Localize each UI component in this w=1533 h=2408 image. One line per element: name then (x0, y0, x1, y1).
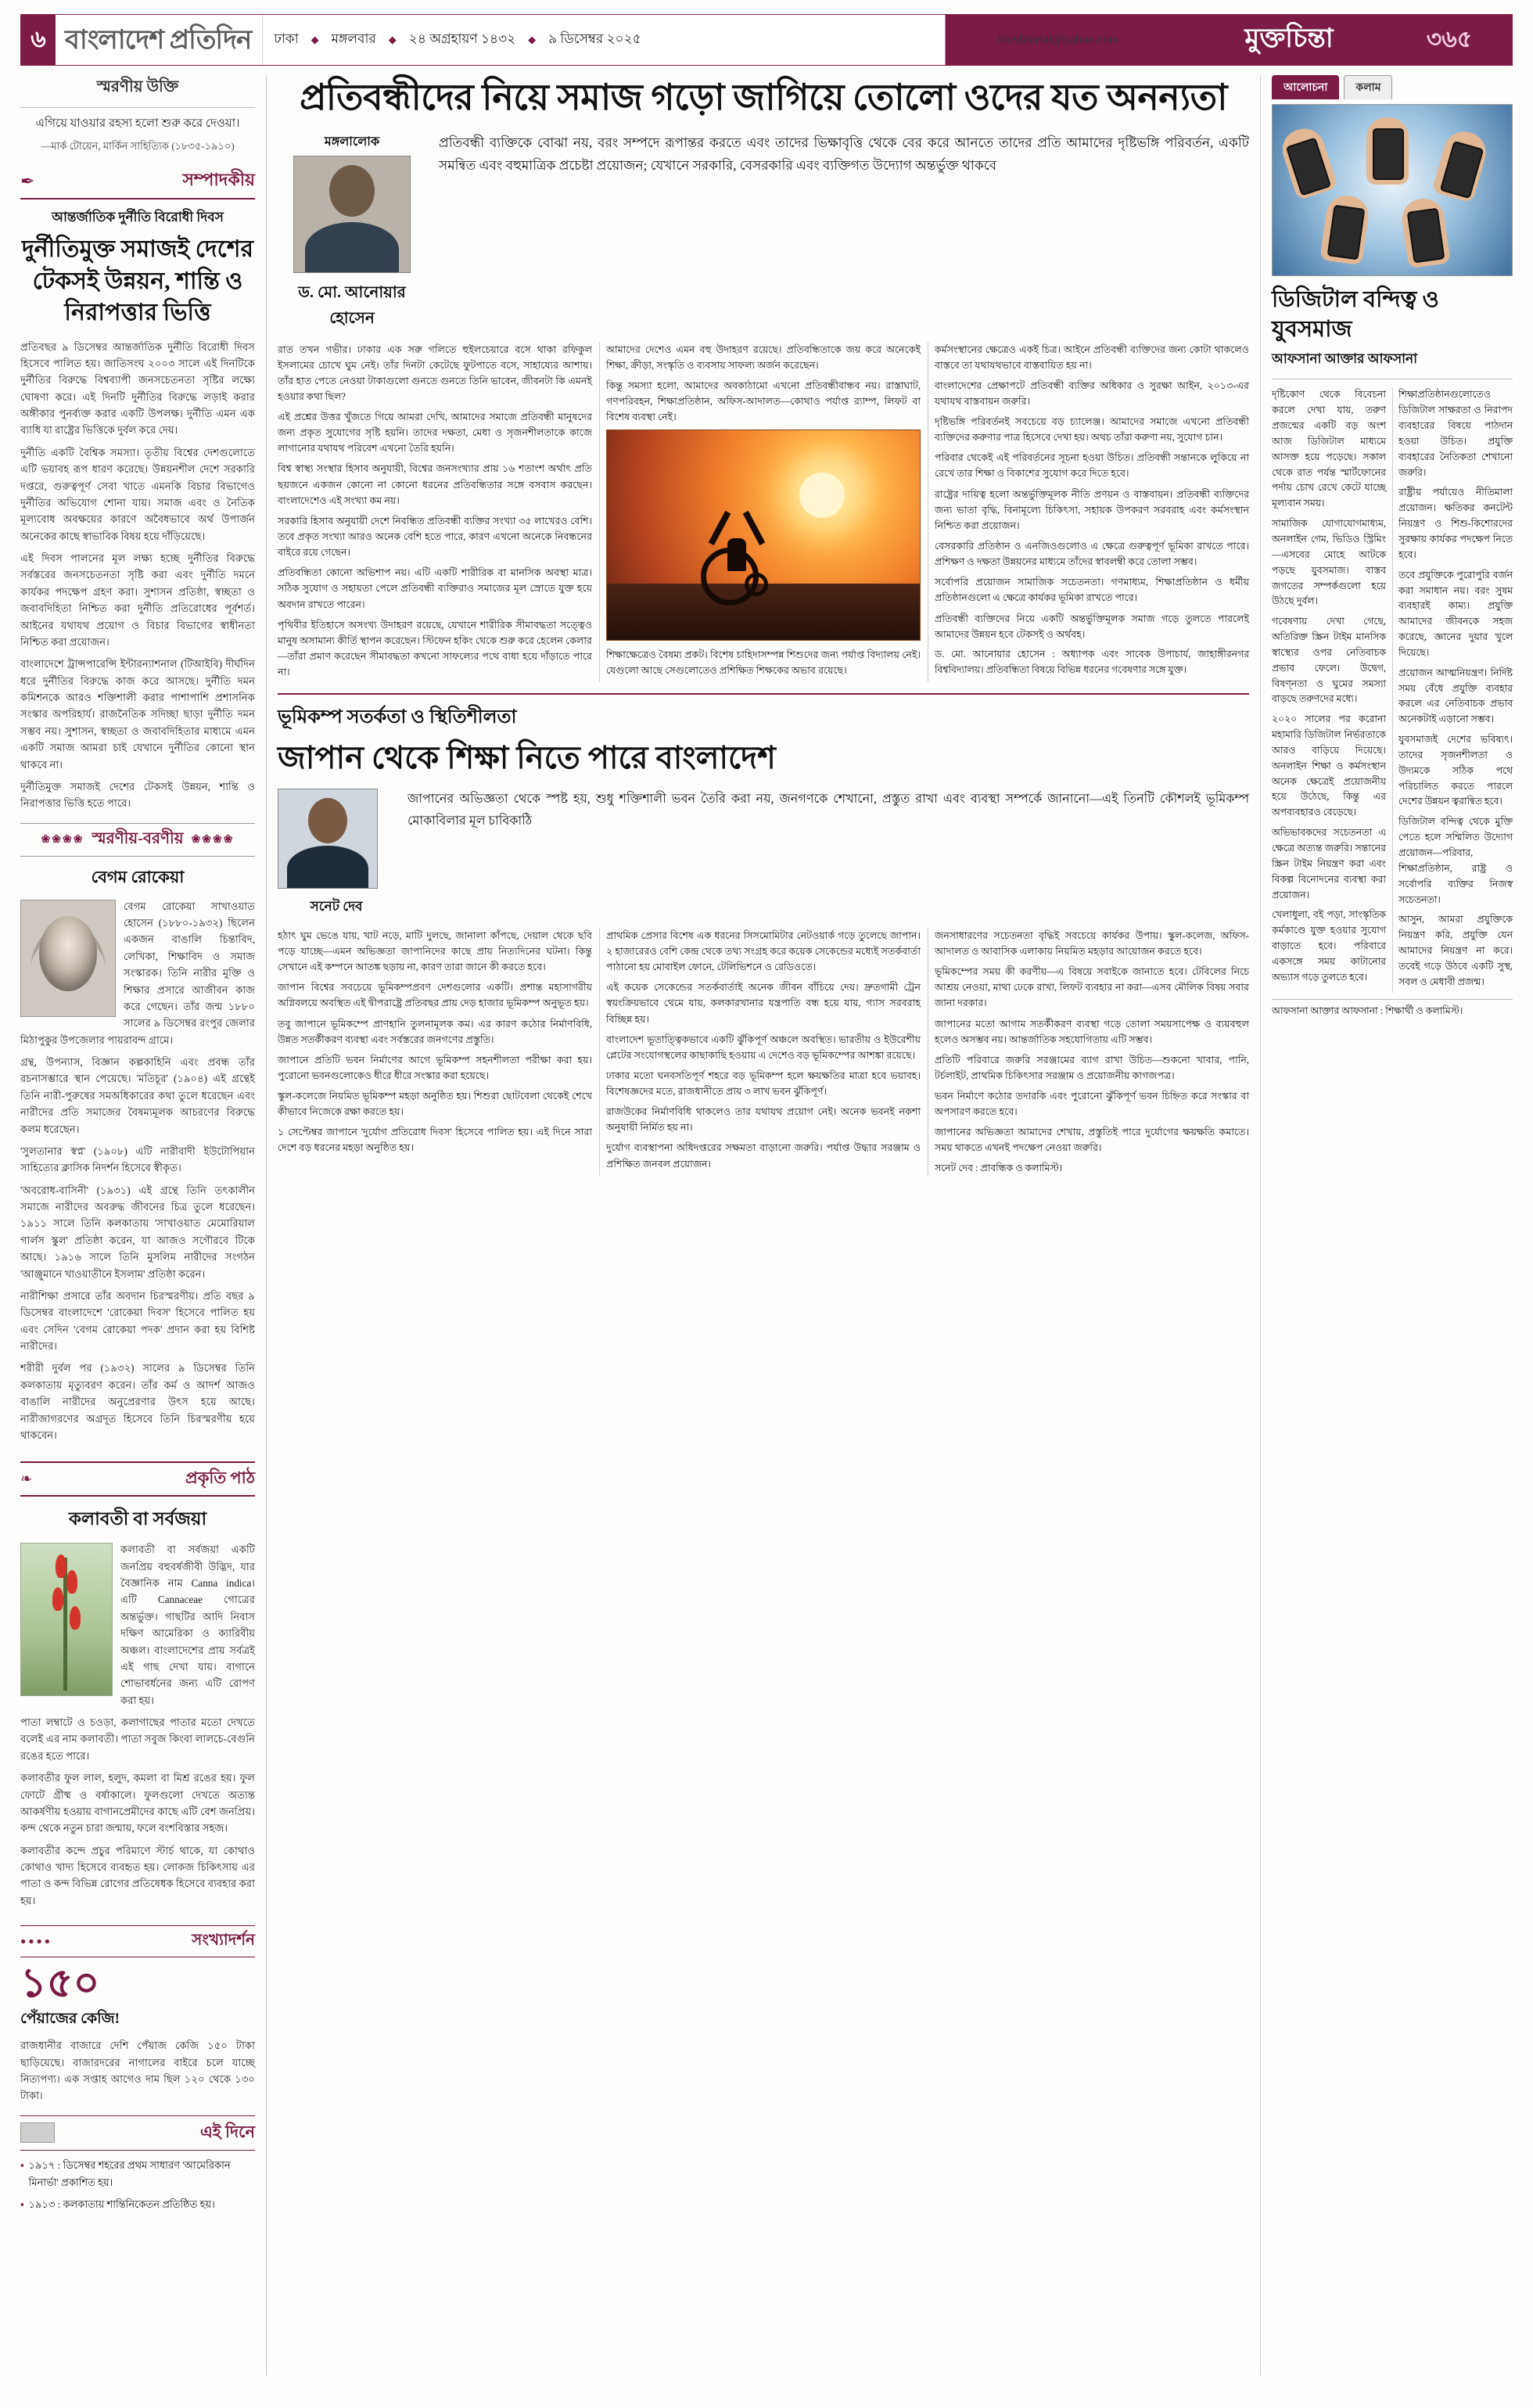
dateline-city: ঢাকা (274, 31, 299, 46)
numbers-value: ১৫০ (20, 1961, 100, 2007)
separator-dot-icon: ◆ (528, 34, 537, 45)
smartphone-icon (1373, 128, 1404, 180)
newspaper-logo: বাংলাদেশ প্রতিদিন (65, 25, 252, 55)
right-article-author: আফসানা আক্তার আফসানা (1272, 351, 1418, 367)
paragraph: ভবন নির্মাণে কঠোর তদারকি এবং পুরোনো ঝুঁকিপূর্ণ ভবন চিহ্নিত করে সংস্কার বা অপসারণ করতে হবে। (935, 1091, 1249, 1118)
author-photo-head (329, 165, 375, 217)
paragraph: বাংলাদেশে ট্রান্সপারেন্সি ইন্টারন্যাশনাল (টিআইবি) দীর্ঘদিন ধরে দুর্নীতির বিরুদ্ধে কাজ করে আসছে। দুর্নীতি দমন কমিশনকে আরও শক্তিশালী করার পাশাপাশি প্রশাসনিক সংস্কার অপরিহার্য। রাজনৈতিক সদিচ্ছা ছাড়া দুর্নীতি দমন সম্ভব নয়। সুশাসন, স্বচ্ছতা ও জবাবদিহিতার মাধ্যমে এমন একটি সমাজ আমরা চাই যেখানে দুর্নীতির কোনো স্থান থাকবে না। (20, 658, 255, 771)
left-column (20, 75, 255, 2375)
paragraph: ১ সেপ্টেম্বর জাপানে 'দুর্যোগ প্রতিরোধ দিবস' হিসেবে পালিত হয়। এই দিনে সারা দেশে বড় ধরনের মহড়া অনুষ্ঠিত হয়। (278, 1127, 592, 1154)
hands-with-phones-photo (1272, 104, 1513, 276)
paragraph: প্রাথমিক প্রেসার বিশেষ এক ধরনের সিসমোমিটার নেটওয়ার্ক গড়ে তুলেছে জাপান। ২ হাজারেরও বেশি কেন্দ্র থেকে তথ্য সংগ্রহ করে কয়েক সেকেন্ডের মধ্যেই সতর্কবার্তা পাঠানো হয় মোবাইল ফোনে, টেলিভিশনে ও রেডিওতে। (606, 929, 921, 973)
portrait-photo (20, 900, 116, 1017)
paragraph: তবু জাপানে ভূমিকম্পে প্রাণহানি তুলনামূলক কম। এর কারণ কঠোর নির্মাণবিধি, উন্নত সতর্কীকরণ ব্যবস্থা এবং সর্বস্তরের জনগণের প্রস্তুতি। (278, 1018, 592, 1045)
second-article-headline: জাপান থেকে শিক্ষা নিতে পারে বাংলাদেশ (278, 739, 776, 775)
plant-flower (70, 1606, 81, 1630)
paragraph: বিশ্ব স্বাস্থ্য সংস্থার হিসাব অনুযায়ী, বিশ্বের জনসংখ্যার প্রায় ১৬ শতাংশ অর্থাৎ প্রতি ছয়জনে একজন কোনো না কোনো ধরনের প্রতিবন্ধিতার সঙ্গে বসবাস করছেন। বাংলাদেশেও এই সংখ্যা কম নয়। (278, 463, 592, 506)
dot-ornament-icon: ●●●● (20, 1935, 52, 1947)
plant-photo (20, 1543, 113, 1696)
numbers-section-header (20, 1925, 255, 1957)
separator-dot-icon: ◆ (311, 34, 319, 45)
paragraph: রাত তখন গভীর। ঢাকার এক সরু গলিতে হুইলচেয়ারে বসে থাকা রফিকুল ইসলামের চোখে ঘুম নেই। তাঁর দিনটা কেটেছে ফুটপাতে বসে, সাহায্যের আশায়। তাঁর হাত পেতে নেওয়া টাকাগুলো গুনতে গুনতে তিনি ভাবেন, জীবনটা কি এমনই হওয়ার কথা ছিল? (278, 343, 592, 402)
right-article-credit: আফসানা আক্তার আফসানা : শিক্ষার্থী ও কলামিস্ট। (1272, 999, 1513, 1020)
masthead (20, 14, 1513, 66)
bullet-icon: ▪ (20, 2198, 24, 2210)
paragraph: গবেষণায় দেখা গেছে, অতিরিক্ত স্ক্রিন টাইম মানসিক স্বাস্থ্যের ওপর নেতিবাচক প্রভাব ফেলে। উদ্বেগ, বিষণ্নতা ও ঘুমের সমস্যা বাড়ছে তরুণদের মধ্যে। (1272, 616, 1386, 705)
paragraph: হঠাৎ ঘুম ভেঙে যায়, খাট নড়ে, মাটি দুলছে, জানালা কাঁপছে, দেয়াল থেকে ছবি পড়ে যাচ্ছে—এমন অভিজ্ঞতা জাপানিদের কাছে প্রায় নিত্যদিনের ঘটনা। কিন্তু সেখানে এই কম্পনে আতঙ্ক ছড়ায় না, কারণ তারা জানে কী করতে হবে। (278, 929, 592, 973)
paragraph: খেলাধুলা, বই পড়া, সাংস্কৃতিক কর্মকাণ্ডে যুক্ত হওয়ার সুযোগ বাড়াতে হবে। পরিবারে একসঙ্গে সময় কাটানোর অভ্যাস গড়ে তুলতে হবে। (1272, 909, 1386, 983)
paragraph: কলাবতীর কন্দে প্রচুর পরিমাণে স্টার্চ থাকে, যা কোথাও কোথাও খাদ্য হিসেবে ব্যবহৃত হয়। লোকজ চিকিৎসায় এর পাতা ও কন্দ বিভিন্ন রোগের প্রতিষেধক হিসেবে ব্যবহার করা হয়। (20, 1844, 255, 1907)
second-article-intro (278, 789, 1249, 918)
paragraph: দুর্যোগ ব্যবস্থাপনা অধিদপ্তরের সক্ষমতা বাড়ানো জরুরি। পর্যাপ্ত উদ্ধার সরঞ্জাম ও প্রশিক্ষিত জনবল প্রয়োজন। (606, 1142, 921, 1170)
paragraph: জাপানের মতো আগাম সতর্কীকরণ ব্যবস্থা গড়ে তোলা সময়সাপেক্ষ ও ব্যয়বহুল হলেও অসম্ভব নয়। আন্তর্জাতিক সহযোগিতায় এটি সম্ভব। (935, 1018, 1249, 1045)
today-list (20, 2157, 255, 2213)
flower-ornament-icon: ❀❀❀❀ (41, 833, 84, 846)
paragraph: কিন্তু সমস্যা হলো, আমাদের অবকাঠামো এখনো প্রতিবন্ধীবান্ধব নয়। রাস্তাঘাট, গণপরিবহন, শিক্ষাপ্রতিষ্ঠান, অফিস-আদালত—কোথাও পর্যাপ্ত র‌্যাম্প, লিফট বা বিশেষ ব্যবস্থা নেই। (606, 379, 921, 423)
paragraph: রাজউকের নির্মাণবিধি থাকলেও তার যথাযথ প্রয়োগ নেই। অনেক ভবনই নকশা অনুযায়ী নির্মিত হয় না। (606, 1106, 921, 1134)
quote-box (20, 75, 255, 156)
paragraph: পরিবার থেকেই এই পরিবর্তনের সূচনা হওয়া উচিত। প্রতিবন্ধী সন্তানকে লুকিয়ে না রেখে তার শিক্ষা ও বিকাশের সুযোগ করে দিতে হবে। (935, 452, 1249, 480)
paragraph: স্কুল-কলেজে নিয়মিত ভূমিকম্প মহড়া অনুষ্ঠিত হয়। শিশুরা ছোটবেলা থেকেই শেখে কীভাবে নিজেকে রক্ষা করতে হয়। (278, 1091, 592, 1118)
paragraph: শরীরী দুর্বল পর (১৯৩২) সালের ৯ ডিসেম্বর তিনি কলকাতায় মৃত্যুবরণ করেন। তাঁর কর্ম ও আদর্শ আজও বাঙালি নারীদের অনুপ্রেরণার উৎস হয়ে আছে। নারীজাগরণের অগ্রদূত হিসেবে তিনি চিরস্মরণীয় হয়ে থাকবেন। (20, 1362, 255, 1441)
second-author-name: সনেট দেব (310, 898, 363, 914)
dateline-weekday: মঙ্গলবার (331, 31, 376, 46)
section-title: মুক্তচিন্তা (1191, 15, 1387, 65)
author-photo (293, 156, 411, 273)
paragraph: অভিভাবকদের সচেতনতা এ ক্ষেত্রে অত্যন্ত জরুরি। সন্তানের স্ক্রিন টাইম নিয়ন্ত্রণ করা এবং বিকল্প বিনোদনের ব্যবস্থা করা প্রয়োজন। (1272, 827, 1386, 900)
author-name: ড. মো. আনোয়ার হোসেন (298, 283, 406, 327)
paragraph: জাপানে প্রতিটি ভবন নির্মাণের আগে ভূমিকম্প সহনশীলতা পরীক্ষা করা হয়। পুরোনো ভবনগুলোকেও ধীরে ধীরে সংস্কার করা হয়েছে। (278, 1054, 592, 1081)
paragraph: তবে প্রযুক্তিকে পুরোপুরি বর্জন করা সমাধান নয়। বরং সুষম ব্যবহারই কাম্য। প্রযুক্তি আমাদের জীবনকে সহজ করেছে, জ্ঞানের দুয়ার খুলে দিয়েছে। (1398, 569, 1513, 658)
quote-title: স্মরণীয় উক্তি (96, 78, 179, 95)
nature-section-header (20, 1461, 255, 1497)
numbers-section-label: সংখ্যাদর্শন (192, 1932, 255, 1950)
divider (278, 693, 1249, 695)
paragraph: প্রতিবছর ৯ ডিসেম্বর আন্তর্জাতিক দুর্নীতি বিরোধী দিবস হিসেবে পালিত হয়। জাতিসংঘ ২০০৩ সালে এই দিনটিকে দুর্নীতির বিরুদ্ধে বিশ্বব্যাপী জনসচেতনতা সৃষ্টির লক্ষ্যে ঘোষণা করে। এই দিনটি দুর্নীতির বিরুদ্ধে লড়াই করার অঙ্গীকার পুনর্ব্যক্ত করার একটি উপলক্ষ। দুর্নীতি এমন এক ব্যাধি যা রাষ্ট্রের ভিত্তিকে দুর্বল করে দেয়। (20, 340, 255, 437)
quote-attribution: —মার্ক টোয়েন, মার্কিন সাহিত্যিক (১৮৩৫-১৯১০) (41, 140, 235, 152)
column-divider (266, 75, 267, 2375)
paragraph: পাতা লম্বাটে ও চওড়া, কলাগাছের পাতার মতো দেখতে বলেই এর নাম কলাবতী। পাতা সবুজ কিংবা লালচে-বেগুনি রঙের হতে পারে। (20, 1716, 255, 1762)
list-item (20, 2196, 255, 2213)
lead-signature: ড. মো. আনোয়ার হোসেন : অধ্যাপক এবং সাবেক উপাচার্য, জাহাঙ্গীরনগর বিশ্ববিদ্যালয়। প্রতিবন্ধিতা বিষয়ে বিভিন্ন ধরনের গবেষণার সঙ্গে যুক্ত। (935, 648, 1249, 675)
list-item-label: ১৯১৭ : ডিসেম্বর শহরের প্রথম সাধারণ 'আমেরিকান মিনার্ভা' প্রকাশিত হয়। (28, 2158, 231, 2188)
paragraph: সামাজিক যোগাযোগমাধ্যম, অনলাইন গেম, ভিডিও স্ট্রিমিং—এসবের মোহে আটকে পড়ছে যুবসমাজ। বাস্তব জগতের সম্পর্কগুলো হয়ে উঠছে দুর্বল। (1272, 518, 1386, 607)
memorable-section-header (20, 823, 255, 857)
paragraph: বাংলাদেশ ভূতাত্ত্বিকভাবে একটি ঝুঁকিপূর্ণ অঞ্চলে অবস্থিত। ভারতীয় ও ইউরেশীয় প্লেটের সংযোগস্থলের কাছাকাছি হওয়ায় এ দেশেও বড় ভূমিকম্পের আশঙ্কা রয়েছে। (606, 1033, 921, 1061)
paragraph: বেগম রোকেয়া সাখাওয়াত হোসেন (১৮৮০-১৯৩২) ছিলেন একজন বাঙালি চিন্তাবিদ, লেখিকা, শিক্ষাবিদ ও সমাজ সংস্কারক। তিনি নারীর মুক্তি ও শিক্ষার প্রসারে আজীবন কাজ করে গেছেন। তাঁর জন্ম ১৮৮০ সালের ৯ ডিসেম্বর রংপুর জেলার মিঠাপুকুর উপজেলার পায়রাবন্দ গ্রামে। (20, 900, 255, 1046)
paragraph: রাষ্ট্রীয় পর্যায়েও নীতিমালা প্রয়োজন। ক্ষতিকর কনটেন্ট নিয়ন্ত্রণ ও শিশু-কিশোরদের সুরক্ষায় কার্যকর পদক্ষেপ নিতে হবে। (1398, 487, 1513, 560)
paragraph: কলাবতীর ফুল লাল, হলুদ, কমলা বা মিশ্র রঙের হয়। ফুল ফোটে গ্রীষ্ম ও বর্ষাকালে। ফুলগুলো দেখতে অত্যন্ত আকর্ষণীয় হওয়ায় বাগানপ্রেমীদের কাছে এটি বেশ জনপ্রিয়। কন্দ থেকে নতুন চারা জন্মায়, ফলে বংশবিস্তার সহজ। (20, 1772, 255, 1835)
paragraph: সরকারি হিসাব অনুযায়ী দেশে নিবন্ধিত প্রতিবন্ধী ব্যক্তির সংখ্যা ৩৫ লাখেরও বেশি। তবে প্রকৃত সংখ্যা আরও অনেক বেশি হতে পারে, কারণ এখনো অনেকে নিবন্ধনের বাইরে রয়ে গেছেন। (278, 515, 592, 559)
second-article-body (278, 928, 1249, 1177)
paragraph: এই প্রশ্নের উত্তর খুঁজতে গিয়ে আমরা দেখি, আমাদের সমাজে প্রতিবন্ধী মানুষদের জন্য প্রকৃত সুযোগের সৃষ্টি হয়নি। তাদের দক্ষতা, মেধা ও সৃজনশীলতাকে কাজে লাগানোর যথাযথ পরিবেশ এখনো তৈরি হয়নি। (278, 412, 592, 455)
paragraph: আমাদের দেশেও এমন বহু উদাহরণ রয়েছে। প্রতিবন্ধিতাকে জয় করে অনেকেই শিক্ষা, ক্রীড়া, সংস্কৃতি ও ব্যবসায় সাফল্য অর্জন করেছেন। (606, 343, 921, 371)
leaf-icon: ❧ (20, 1471, 33, 1487)
paragraph: পৃথিবীর ইতিহাসে অসংখ্য উদাহরণ রয়েছে, যেখানে শারীরিক সীমাবদ্ধতা সত্ত্বেও মানুষ অসামান্য কীর্তি স্থাপন করেছেন। স্টিফেন হকিং থেকে শুরু করে হেলেন কেলার—তাঁরা প্রমাণ করেছেন সীমাবদ্ধতা কখনো সাফল্যের পথে বাধা হয়ে দাঁড়াতে পারে না। (278, 619, 592, 678)
pen-nib-icon: ✒ (20, 171, 35, 191)
sun-icon (799, 473, 845, 518)
second-article-standfirst: জাপানের অভিজ্ঞতা থেকে স্পষ্ট হয়, শুধু শক্তিশালী ভবন তৈরি করা নয়, জনগণকে শেখানো, প্রস্তুত রাখা এবং ব্যবস্থা সম্পর্কে জানানো—এই তিনটি কৌশলই ভূমিকম্প মোকাবিলার মূল চাবিকাঠি (407, 792, 1249, 828)
paragraph: গ্রন্থ, উপন্যাস, বিজ্ঞান কল্পকাহিনি এবং প্রবন্ধ তাঁর রচনাসম্ভারে স্থান পেয়েছে। 'মতিচূর' (১৯০৪) এই গ্রন্থেই তিনি নারী-পুরুষের সমঅধিকারের কথা তুলে ধরেছেন এবং নারীদের প্রতি সমাজের বৈষম্যমূলক আচরণের বিরুদ্ধে কলম ধরেছেন। (20, 1056, 255, 1135)
paragraph: জাপানের অভিজ্ঞতা আমাদের শেখায়, প্রস্তুতিই পারে দুর্যোগের ক্ষয়ক্ষতি কমাতে। সময় থাকতে এখনই পদক্ষেপ নেওয়া জরুরি। (935, 1127, 1249, 1154)
editorial-body (20, 339, 255, 812)
divider (20, 107, 255, 108)
silhouette-arm-left (709, 511, 731, 545)
paragraph: দুর্নীতি একটি বৈশ্বিক সমস্যা। তৃতীয় বিশ্বের দেশগুলোতে এটি ভয়াবহ রূপ ধারণ করেছে। উন্নয়নশীল দেশে সরকারি দপ্তরে, গুরুত্বপূর্ণ সেবা খাতে এমনকি বিচার বিভাগেও দুর্নীতির অভিযোগ শোনা যায়। সমাজ এবং ও নৈতিক মূল্যবোধ অবক্ষয়ের কারণে অবৈধভাবে অর্থ উপার্জন অনেকের কাছে স্বাভাবিক বিষয় হয়ে দাঁড়িয়েছে। (20, 446, 255, 542)
paragraph: জনসাধারণের সচেতনতা বৃদ্ধিই সবচেয়ে কার্যকর উপায়। স্কুল-কলেজ, অফিস-আদালত ও আবাসিক এলাকায় নিয়মিত মহড়ার আয়োজন করতে হবে। (935, 929, 1249, 957)
silhouette-torso (727, 538, 746, 571)
bullet-icon: ▪ (20, 2158, 24, 2171)
dateline-bangla-date: ২৪ অগ্রহায়ণ ১৪৩২ (408, 31, 516, 46)
page-grid (20, 75, 1513, 2375)
paragraph: 'সুলতানার স্বপ্ন' (১৯০৮) এটি নারীবাদী ইউটোপিয়ান সাহিত্যের ক্লাসিক নিদর্শন হিসেবে স্বীকৃত। (20, 1145, 255, 1174)
lead-body (278, 342, 1249, 682)
paragraph: শিক্ষাক্ষেত্রেও বৈষম্য প্রকট। বিশেষ চাহিদাসম্পন্ন শিশুদের জন্য পর্যাপ্ত বিদ্যালয় নেই। যেগুলো আছে সেগুলোতেও প্রশিক্ষিত শিক্ষকের অভাব রয়েছে। (606, 649, 921, 677)
paragraph: রাষ্ট্রের দায়িত্ব হলো অন্তর্ভুক্তিমূলক নীতি প্রণয়ন ও বাস্তবায়ন। প্রতিবন্ধী ব্যক্তিদের জন্য ভাতা বৃদ্ধি, বিনামূল্যে চিকিৎসা, সহায়ক উপকরণ সরবরাহ এবং কর্মসংস্থান নিশ্চিত করা প্রয়োজন। (935, 488, 1249, 531)
portrait-face (39, 916, 97, 991)
separator-dot-icon: ◆ (388, 34, 397, 45)
editorial-section-label: সম্পাদকীয় (182, 170, 255, 189)
plant-flower (66, 1570, 77, 1594)
right-article-body (1272, 387, 1513, 992)
brand-mark: ৩৬৫ (1387, 15, 1512, 65)
memorable-section-label: স্মরণীয়-বরণীয় (92, 829, 184, 847)
editorial-section-header (20, 167, 255, 199)
second-author-photo-body (287, 846, 368, 889)
editorial-kicker: আন্তর্জাতিক দুর্নীতি বিরোধী দিবস (52, 210, 224, 225)
right-column (1272, 75, 1513, 2375)
second-author-photo-head (308, 798, 347, 843)
author-photo-body (305, 222, 399, 273)
tab-column[interactable]: কলাম (1344, 75, 1392, 99)
paragraph: প্রয়োজন আত্মনিয়ন্ত্রণ। নির্দিষ্ট সময় বেঁধে প্রযুক্তি ব্যবহার করলে এর নেতিবাচক প্রভাব অনেকটাই এড়ানো সম্ভব। (1398, 667, 1513, 725)
paragraph: সর্বোপরি প্রয়োজন সামাজিক সচেতনতা। গণমাধ্যম, শিক্ষাপ্রতিষ্ঠান ও ধর্মীয় প্রতিষ্ঠানগুলো এ ক্ষেত্রে কার্যকর ভূমিকা রাখতে পারে। (935, 577, 1249, 604)
paragraph: কর্মসংস্থানের ক্ষেত্রেও একই চিত্র। আইনে প্রতিবন্ধী ব্যক্তিদের জন্য কোটা থাকলেও বাস্তবে তা যথাযথভাবে বাস্তবায়িত হয় না। (935, 343, 1249, 371)
lead-photo-block (606, 429, 921, 641)
right-column-tabs (1272, 75, 1513, 99)
paragraph: প্রতিটি পরিবারে জরুরি সরঞ্জামের ব্যাগ রাখা উচিত—শুকনো খাবার, পানি, টর্চলাইট, প্রাথমিক চিকিৎসার সরঞ্জাম ও প্রয়োজনীয় কাগজপত্র। (935, 1054, 1249, 1081)
second-article-signature: সনেট দেব : প্রাবন্ধিক ও কলামিস্ট। (935, 1162, 1063, 1173)
numbers-subtitle: পেঁয়াজের কেজি! (20, 2011, 120, 2028)
paragraph: আসুন, আমরা প্রযুক্তিকে নিয়ন্ত্রণ করি, প্রযুক্তি যেন আমাদের নিয়ন্ত্রণ না করে। তবেই গড়ে উঠবে একটি সুস্থ, সবল ও মেধাবী প্রজন্ম। (1398, 914, 1513, 987)
second-author-block (278, 789, 395, 918)
nature-title: কলাবতী বা সর্বজয়া (68, 1509, 207, 1529)
list-item-label: ১৯১৩ : কলকাতায় শান্তিনিকেতন প্রতিষ্ঠিত হয়। (28, 2198, 215, 2210)
paragraph: এই কয়েক সেকেন্ডের সতর্কবার্তাই অনেক জীবন বাঁচিয়ে দেয়। দ্রুতগামী ট্রেন স্বয়ংক্রিয়ভাবে থেমে যায়, কলকারখানার যন্ত্রপাতি বন্ধ হয়ে যায়, গ্যাস সরবরাহ বিচ্ছিন্ন হয়। (606, 982, 921, 1025)
paragraph: জাপান বিশ্বের সবচেয়ে ভূমিকম্পপ্রবণ দেশগুলোর একটি। প্রশান্ত মহাসাগরীয় অগ্নিবলয়ে অবস্থিত এই দ্বীপরাষ্ট্রে প্রতিবছর প্রায় দেড় হাজার ভূমিকম্প অনুভূত হয়। (278, 982, 592, 1009)
second-author-photo (278, 789, 378, 889)
editorial-headline: দুর্নীতিমুক্ত সমাজই দেশের টেকসই উন্নয়ন, শান্তি ও নিরাপত্তার ভিত্তি (21, 236, 253, 325)
calendar-icon (20, 2122, 55, 2143)
editorial-email[interactable]: bkeditorial@yahoo.com (997, 33, 1119, 46)
paragraph: 'অবরোধ-বাসিনী' (১৯৩১) এই গ্রন্থে তিনি তৎকালীন সমাজে নারীদের অবরুদ্ধ জীবনের চিত্র তুলে ধরেছেন। ১৯১১ সালে তিনি কলকাতায় 'সাখাওয়াত মেমোরিয়াল গার্লস স্কুল' প্রতিষ্ঠা করেন, যা আজও সগৌরবে টিকে আছে। ১৯১৬ সালে তিনি মুসলিম নারীদের সংগঠন 'আঞ্জুমানে খাওয়াতীনে ইসলাম' প্রতিষ্ঠা করেন। (20, 1184, 255, 1280)
right-article-headline: ডিজিটাল বন্দিত্ব ও যুবসমাজ (1272, 287, 1439, 342)
lead-standfirst: প্রতিবন্ধী ব্যক্তিকে বোঝা নয়, বরং সম্পদে রূপান্তর করতে এবং তাদের ভিক্ষাবৃত্তি থেকে বের করে আনতে তাদের প্রতি আমাদের দৃষ্টিভঙ্গি পরিবর্তন, একটি সমন্বিত এবং বহুমাত্রিক প্রচেষ্টা প্রয়োজন; যেখানে সরকারি, বেসরকারি এবং ব্যক্তিগত উদ্যোগ অন্তর্ভুক্ত থাকবে (439, 135, 1249, 174)
paragraph: ভূমিকম্পের সময় কী করণীয়—এ বিষয়ে সবাইকে জানাতে হবে। টেবিলের নিচে আশ্রয় নেওয়া, মাথা ঢেকে রাখা, লিফট ব্যবহার না করা—এসব মৌলিক বিষয় সবার জানা দরকার। (935, 966, 1249, 1009)
list-item (20, 2157, 255, 2191)
dateline (262, 15, 933, 65)
paragraph: দৃষ্টিভঙ্গি পরিবর্তনই সবচেয়ে বড় চ্যালেঞ্জ। আমাদের সমাজে এখনো প্রতিবন্ধী ব্যক্তিদের করুণার পাত্র হিসেবে দেখা হয়। অথচ তাঁরা করুণা নয়, সুযোগ চান। (935, 416, 1249, 444)
page-number: ৬ (21, 15, 56, 65)
lead-photo (606, 429, 921, 641)
paragraph: শিক্ষাপ্রতিষ্ঠানগুলোতেও ডিজিটাল সাক্ষরতা ও নিরাপদ ব্যবহারের বিষয়ে পাঠদান হওয়া উচিত। প্রযুক্তি ব্যবহারের নৈতিকতা শেখানো জরুরি। (1398, 389, 1513, 478)
paragraph: কলাবতী বা সর্বজয়া একটি জনপ্রিয় বহুবর্ষজীবী উদ্ভিদ, যার বৈজ্ঞানিক নাম Canna indica। এটি Cannaceae গোত্রের অন্তর্ভুক্ত। গাছটির আদি নিবাস দক্ষিণ আমেরিকা ও ক্যারিবীয় অঞ্চল। বাংলাদেশের প্রায় সর্বত্রই এই গাছ দেখা যায়। বাগানে শোভাবর্ধনের জন্য এটি রোপণ করা হয়। (120, 1544, 255, 1706)
dateline-gregorian-date: ৯ ডিসেম্বর ২০২৫ (548, 31, 641, 46)
paragraph: ২০২০ সালের পর করোনা মহামারি ডিজিটাল নির্ভরতাকে আরও বাড়িয়ে দিয়েছে। অনলাইন শিক্ষা ও কর্মসংস্থান অনেক ক্ষেত্রেই প্রয়োজনীয় হয়ে উঠেছে, কিন্তু এর অপব্যবহারও বেড়েছে। (1272, 713, 1386, 818)
plant-flower (56, 1554, 66, 1578)
today-section-label: এই দিনে (199, 2122, 255, 2141)
today-section-header (20, 2115, 255, 2151)
paragraph: রাজধানীর বাজারে দেশি পেঁয়াজ কেজি ১৫০ টাকা ছাড়িয়েছে। বাজারদরের নাগালের বাইরে চলে যাচ্ছে নিত্যপণ্য। এক সপ্তাহ আগেও দাম ছিল ১২০ থেকে ১৩০ টাকা। (20, 2040, 255, 2102)
lead-intro (278, 131, 1249, 332)
author-block (278, 131, 426, 332)
column-brand-label: মঙ্গলালোক (324, 135, 380, 149)
lead-headline: প্রতিবন্ধীদের নিয়ে সমাজ গড়ো জাগিয়ে তোলো ওদের যত অনন্যতা (300, 77, 1227, 117)
flower-ornament-icon: ❀❀❀❀ (191, 833, 235, 846)
paragraph: বেসরকারি প্রতিষ্ঠান ও এনজিওগুলোও এ ক্ষেত্রে গুরুত্বপূর্ণ ভূমিকা রাখতে পারে। প্রশিক্ষণ ও দক্ষতা উন্নয়নের মাধ্যমে তাঁদের স্বাবলম্বী করে তোলা সম্ভব। (935, 541, 1249, 568)
paragraph: বাংলাদেশের প্রেক্ষাপটে প্রতিবন্ধী ব্যক্তির অধিকার ও সুরক্ষা আইন, ২০১৩-এর যথাযথ বাস্তবায়ন জরুরি। (935, 379, 1249, 407)
person-silhouette (713, 516, 760, 591)
plant-flower (52, 1587, 63, 1611)
column-divider (1260, 75, 1261, 2375)
numbers-text (20, 2037, 255, 2104)
paragraph: দুর্নীতিমুক্ত সমাজই দেশের টেকসই উন্নয়ন, শান্তি ও নিরাপত্তার ভিত্তি হতে পারে। (20, 780, 255, 810)
second-article-kicker: ভূমিকম্প সতর্কতা ও স্থিতিশীলতা (278, 706, 517, 728)
paragraph: যুবসমাজই দেশের ভবিষ্যৎ। তাদের সৃজনশীলতা ও উদ্যমকে সঠিক পথে পরিচালিত করতে পারলে দেশের উন্নয়ন ত্বরান্বিত হবে। (1398, 734, 1513, 807)
paragraph: ঢাকার মতো ঘনবসতিপূর্ণ শহরে বড় ভূমিকম্প হলে ক্ষয়ক্ষতির মাত্রা হবে ভয়াবহ। বিশেষজ্ঞদের মতে, রাজধানীতে প্রায় ৩ লাখ ভবন ঝুঁকিপূর্ণ। (606, 1069, 921, 1098)
memorable-person-name: বেগম রোকেয়া (91, 867, 185, 886)
paragraph: এই দিবস পালনের মূল লক্ষ্য হচ্ছে দুর্নীতির বিরুদ্ধে সর্বস্তরের জনসচেতনতা সৃষ্টি করা এবং দুর্নীতি দমনে কার্যকর পদক্ষেপ গ্রহণ করা। সুশাসন প্রতিষ্ঠা, স্বচ্ছতা ও জবাবদিহিতা নিশ্চিত করা দুর্নীতি প্রতিরোধের পূর্বশর্ত। আইনের যথাযথ প্রয়োগ ও বিচার বিভাগের স্বাধীনতা নিশ্চিত করা প্রয়োজন। (20, 552, 255, 648)
paragraph: নারীশিক্ষা প্রসারে তাঁর অবদান চিরস্মরণীয়। প্রতি বছর ৯ ডিসেম্বর বাংলাদেশে 'রোকেয়া দিবস' হিসেবে পালিত হয় এবং সেদিন 'বেগম রোকেয়া পদক' প্রদান করা হয় বিশিষ্ট নারীদের। (20, 1289, 255, 1352)
paragraph: ডিজিটাল বন্দিত্ব থেকে মুক্তি পেতে হলে সম্মিলিত উদ্যোগ প্রয়োজন—পরিবার, শিক্ষাপ্রতিষ্ঠান, রাষ্ট্র ও সর্বোপরি ব্যক্তির নিজস্ব সচেতনতা। (1398, 816, 1513, 905)
paragraph: প্রতিবন্ধিতা কোনো অভিশাপ নয়। এটি একটি শারীরিক বা মানসিক অবস্থা মাত্র। সঠিক সুযোগ ও সহায়তা পেলে প্রতিবন্ধী ব্যক্তিরাও সমাজের মূল স্রোতে যুক্ত হয়ে অবদান রাখতে পারেন। (278, 567, 592, 610)
tab-alochona[interactable]: আলোচনা (1272, 75, 1339, 99)
paragraph: প্রতিবন্ধী ব্যক্তিদের নিয়ে একটি অন্তর্ভুক্তিমূলক সমাজ গড়ে তুলতে পারলেই আমাদের উন্নয়ন হবে টেকসই ও অর্থবহ। (935, 613, 1249, 640)
nature-section-label: প্রকৃতি পাঠ (185, 1468, 255, 1488)
center-column (278, 75, 1249, 2375)
quote-text: এগিয়ে যাওয়ার রহস্য হলো শুরু করে দেওয়া। (35, 117, 240, 130)
silhouette-arm-right (743, 511, 766, 545)
paragraph: দৃষ্টিকোণ থেকে বিবেচনা করলে দেখা যায়, তরুণ প্রজন্মের একটি বড় অংশ আজ ডিজিটাল মাধ্যমে আসক্ত হয়ে পড়েছে। সকাল থেকে রাত পর্যন্ত স্মার্টফোনের পর্দায় চোখ রেখে কেটে যাচ্ছে মূল্যবান সময়। (1272, 389, 1386, 509)
